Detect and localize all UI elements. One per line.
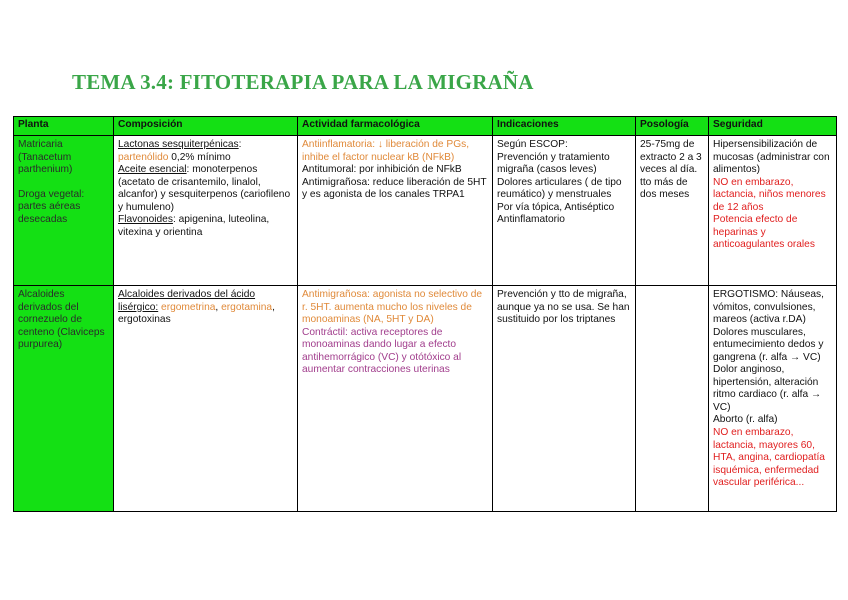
ergometrina-text: ergometrina: [161, 301, 216, 313]
indication-escop: Según ESCOP:: [497, 139, 568, 150]
composition-partenolido: [118, 152, 294, 165]
cell-composicion: [114, 136, 298, 286]
composition-lactonas: [118, 139, 294, 152]
cell-posologia: 25-75mg de extracto 2 a 3 veces al día. tto más de dos meses: [636, 136, 709, 286]
cell-composicion: [114, 286, 298, 512]
table-row-cornezuelo: [14, 286, 837, 512]
page-title: TEMA 3.4: FITOTERAPIA PARA LA MIGRAÑA: [72, 70, 534, 94]
flavonoides-rest: : apigenina, luteolina, vitexina y orientina: [118, 214, 270, 238]
indication-prevencion: Prevención y tratamiento migraña (casos leves): [497, 151, 610, 176]
activity-antitumoral: Antitumoral: por inhibición de NFkB: [302, 164, 462, 176]
cell-seguridad: [709, 286, 837, 512]
partenolido-text: partenólido: [118, 151, 169, 163]
cell-actividad: [298, 286, 493, 512]
alcaloides-label: Alcaloides derivados del ácido lisérgico:: [118, 289, 256, 313]
aceite-rest: : monoterpenos (acetato de crisantemilo, linalol, alcanfor) y sesquiterpenos (cariofileno y humuleno): [118, 164, 291, 213]
header-actividad: Actividad farmacológica: [298, 117, 493, 136]
cell-planta: [14, 286, 114, 512]
plant-name: Matricaria (Tanacetum parthenium): [18, 139, 73, 176]
cell-seguridad: [709, 136, 837, 286]
cell-planta: [14, 136, 114, 286]
indication-dolores: Dolores articulares ( de tipo reumático) y menstruales: [497, 176, 622, 201]
plant-name: Alcaloides derivados del cornezuelo de centeno (Claviceps purpurea): [18, 289, 105, 351]
aceite-label: Aceite esencial: [118, 164, 187, 176]
header-indicaciones: Indicaciones: [493, 117, 636, 136]
safety-hipersensibilizacion: Hipersensibilización de mucosas (administrar con alimentos): [713, 139, 830, 176]
header-seguridad: Seguridad: [709, 117, 837, 136]
composition-aceite: [118, 164, 294, 214]
cell-indicaciones: [493, 136, 636, 286]
activity-contractil: Contráctil: activa receptores de monoaminas dando lugar a efecto antihemorrágico (VC) y otótóxico al aumentar contracciones uterinas: [302, 326, 462, 376]
activity-antiinflamatoria: Antiinflamatoria: ↓ liberación de PGs, inhibe el factor nuclear kB (NFkB): [302, 139, 470, 163]
indication-topica: Por vía tópica, Antiséptico Antinflamatorio: [497, 201, 615, 226]
partenolido-rest: 0,2% mínimo: [168, 151, 231, 163]
plant-drug: Droga vegetal: partes aéreas desecadas: [18, 188, 85, 225]
safety-no-embarazo: NO en embarazo, lactancia, niños menores de 12 años: [713, 176, 826, 213]
indication-text: Prevención y tto de migraña, aunque ya no se usa. Se han sustituido por los triptanes: [497, 289, 630, 326]
cell-actividad: [298, 136, 493, 286]
cell-posologia: [636, 286, 709, 512]
safety-dolor-anginoso: Dolor anginoso, hipertensión, alteración ritmo cardiaco (r. alfa → VC): [713, 364, 822, 413]
cell-indicaciones: [493, 286, 636, 512]
header-posologia: Posología: [636, 117, 709, 136]
composition-rest: , ergotoxinas: [118, 301, 275, 326]
activity-antimigranosa: Antimigrañosa: reduce liberación de 5HT y es agonista de los canales TRPA1: [302, 176, 487, 201]
table-header-row: [14, 117, 837, 136]
safety-ergotismo: ERGOTISMO: Náuseas, vómitos, convulsiones, mareos (activa r.DA): [713, 289, 824, 326]
safety-dolores: Dolores musculares, entumecimiento dedos y gangrena (r. alfa → VC): [713, 326, 824, 363]
header-composicion: Composición: [114, 117, 298, 136]
lactonas-colon: :: [238, 139, 242, 150]
composition-sep: ,: [215, 301, 222, 313]
safety-no-embarazo: NO en embarazo, lactancia, mayores 60, HTA, angina, cardiopatía isquémica, enfermedad vascular periférica...: [713, 427, 825, 489]
table-row-matricaria: [14, 136, 837, 286]
lactonas-label: Lactonas sesquiterpénicas: [118, 139, 239, 150]
safety-potencia: Potencia efecto de heparinas y anticoagulantes orales: [713, 214, 815, 251]
flavonoides-label: Flavonoides: [118, 214, 173, 226]
composition-flavonoides: [118, 214, 294, 239]
safety-aborto: Aborto (r. alfa): [713, 414, 778, 426]
header-planta: Planta: [14, 117, 114, 136]
ergotamina-text: ergotamina: [221, 301, 273, 313]
activity-antimigranosa: Antimigrañosa: agonista no selectivo de r. 5HT. aumenta mucho los niveles de monoaminas (NA, 5HT y DA): [302, 289, 483, 326]
phytotherapy-table: [13, 116, 837, 512]
